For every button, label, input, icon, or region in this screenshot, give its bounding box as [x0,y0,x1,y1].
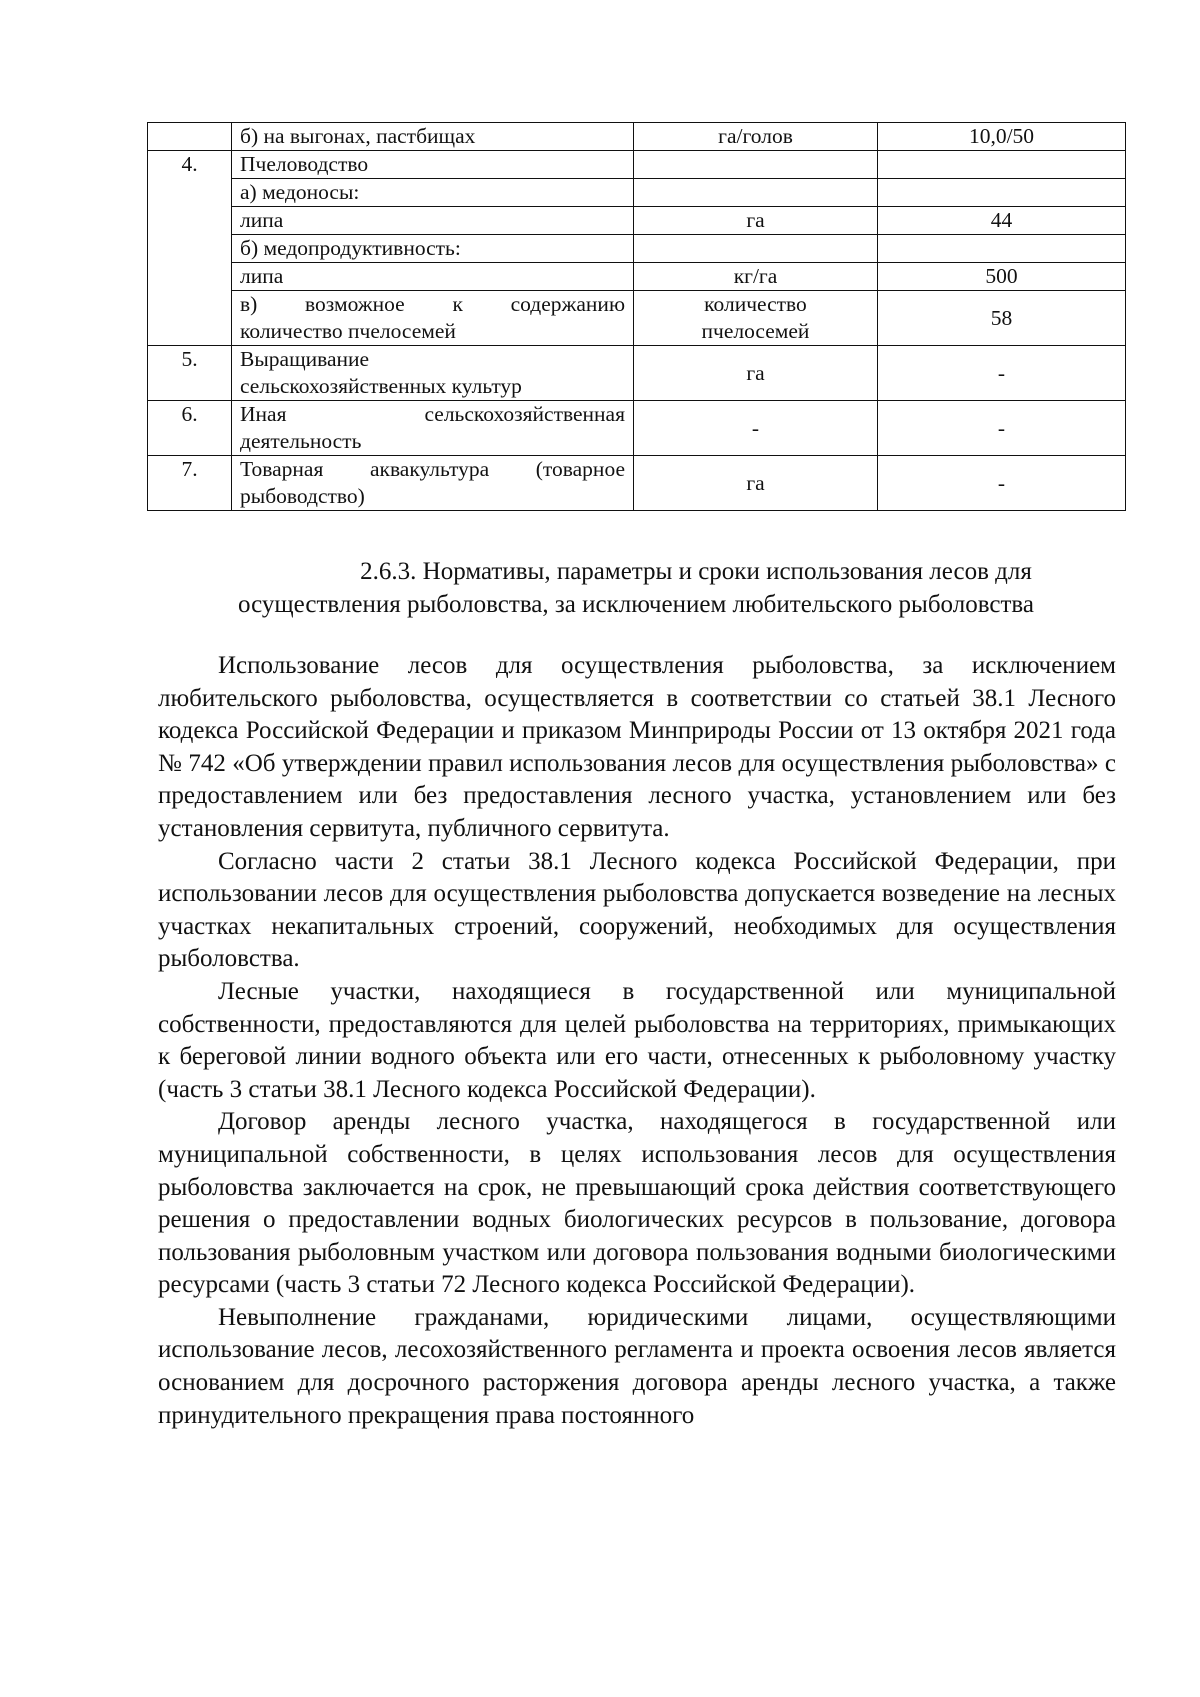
row-name: б) на выгонах, пастбищах [232,123,634,151]
row-name-line: Товарная аквакультура (товарное [240,457,625,481]
table-row [148,207,1126,235]
table-row [148,346,1126,401]
row-value: 58 [878,291,1126,346]
table-row [148,179,1126,207]
row-name: б) медопродуктивность: [232,235,634,263]
norms-table [147,122,1126,511]
row-number: 6. [148,401,232,456]
row-unit: кг/га [634,263,878,291]
paragraph: Невыполнение гражданами, юридическими лицами, осуществляющими использование лесов, лесохозяйственного регламента и проекта освоения лесов является основанием для досрочного расторжения договора аренды лесного участка, а также принудительного прекращения права постоянного [158,1303,1116,1429]
row-value [878,151,1126,179]
row-unit [634,291,878,346]
row-name-line: Иная сельскохозяйственная [240,402,625,426]
paragraph: Согласно части 2 статьи 38.1 Лесного кодекса Российской Федерации, при использовании лесов для осуществления рыболовства допускается возведение на лесных участках некапитальных строений, сооружений, необходимых для осуществления рыболовства. [158,847,1116,973]
row-name: липа [232,263,634,291]
table-row [148,263,1126,291]
row-unit [634,235,878,263]
row-value: 44 [878,207,1126,235]
row-value: 10,0/50 [878,123,1126,151]
row-name [232,346,634,401]
table-row [148,123,1126,151]
paragraph: Использование лесов для осуществления рыболовства, за исключением любительского рыболовства, осуществляется в соответствии со статьей 38.1 Лесного кодекса Российской Федерации и приказом Минприроды России от 13 октября 2021 года № 742 «Об утверждении правил использования лесов для осуществления рыболовства» с предоставлением или без предоставления лесного участка, установлением или без установления сервитута, публичного сервитута. [158,652,1116,842]
row-number [148,123,232,151]
section-heading-line: осуществления рыболовства, за исключением любительского рыболовства [238,591,1034,618]
table-row [148,235,1126,263]
row-name [232,456,634,511]
table-row [148,456,1126,511]
row-number: 5. [148,346,232,401]
section-heading-line: 2.6.3. Нормативы, параметры и сроки использования лесов для [360,558,1032,585]
row-number: 7. [148,456,232,511]
row-unit-line: пчелосемей [701,319,810,343]
row-name-line: в) возможное к содержанию [240,292,625,316]
row-name [232,291,634,346]
row-unit [634,151,878,179]
row-name-line: рыбоводство) [240,484,365,508]
table-row [148,151,1126,179]
row-unit-line: количество [704,292,807,316]
row-name: Пчеловодство [232,151,634,179]
row-value: 500 [878,263,1126,291]
row-name-line: сельскохозяйственных культур [240,374,522,398]
row-name-line: количество пчелосемей [240,319,456,343]
body-text [158,650,1116,1432]
row-name-line: Выращивание [240,347,370,371]
row-unit [634,179,878,207]
row-name [232,401,634,456]
row-unit: га [634,207,878,235]
row-unit: га [634,456,878,511]
row-value [878,179,1126,207]
row-value: - [878,346,1126,401]
paragraph: Договор аренды лесного участка, находящегося в государственной или муниципальной собственности, в целях использования лесов для осуществления рыболовства заключается на срок, не превышающий срока действия соответствующего решения о предоставлении водных биологических ресурсов в пользование, договора пользования рыболовным участком или договора пользования водными биологическими ресурсами (часть 3 статьи 72 Лесного кодекса Российской Федерации). [158,1108,1116,1299]
row-name: а) медоносы: [232,179,634,207]
row-unit: га [634,346,878,401]
section-heading [147,555,1125,621]
paragraph: Лесные участки, находящиеся в государственной или муниципальной собственности, предоставляются для целей рыболовства на территориях, примыкающих к береговой линии водного объекта или его части, отнесенных к рыболовному участку (часть 3 статьи 38.1 Лесного кодекса Российской Федерации). [158,977,1116,1103]
table-row [148,291,1126,346]
row-number: 4. [148,151,232,346]
row-value [878,235,1126,263]
row-unit: - [634,401,878,456]
row-unit: га/голов [634,123,878,151]
row-value: - [878,401,1126,456]
row-name: липа [232,207,634,235]
row-value: - [878,456,1126,511]
row-name-line: деятельность [240,429,362,453]
table-row [148,401,1126,456]
